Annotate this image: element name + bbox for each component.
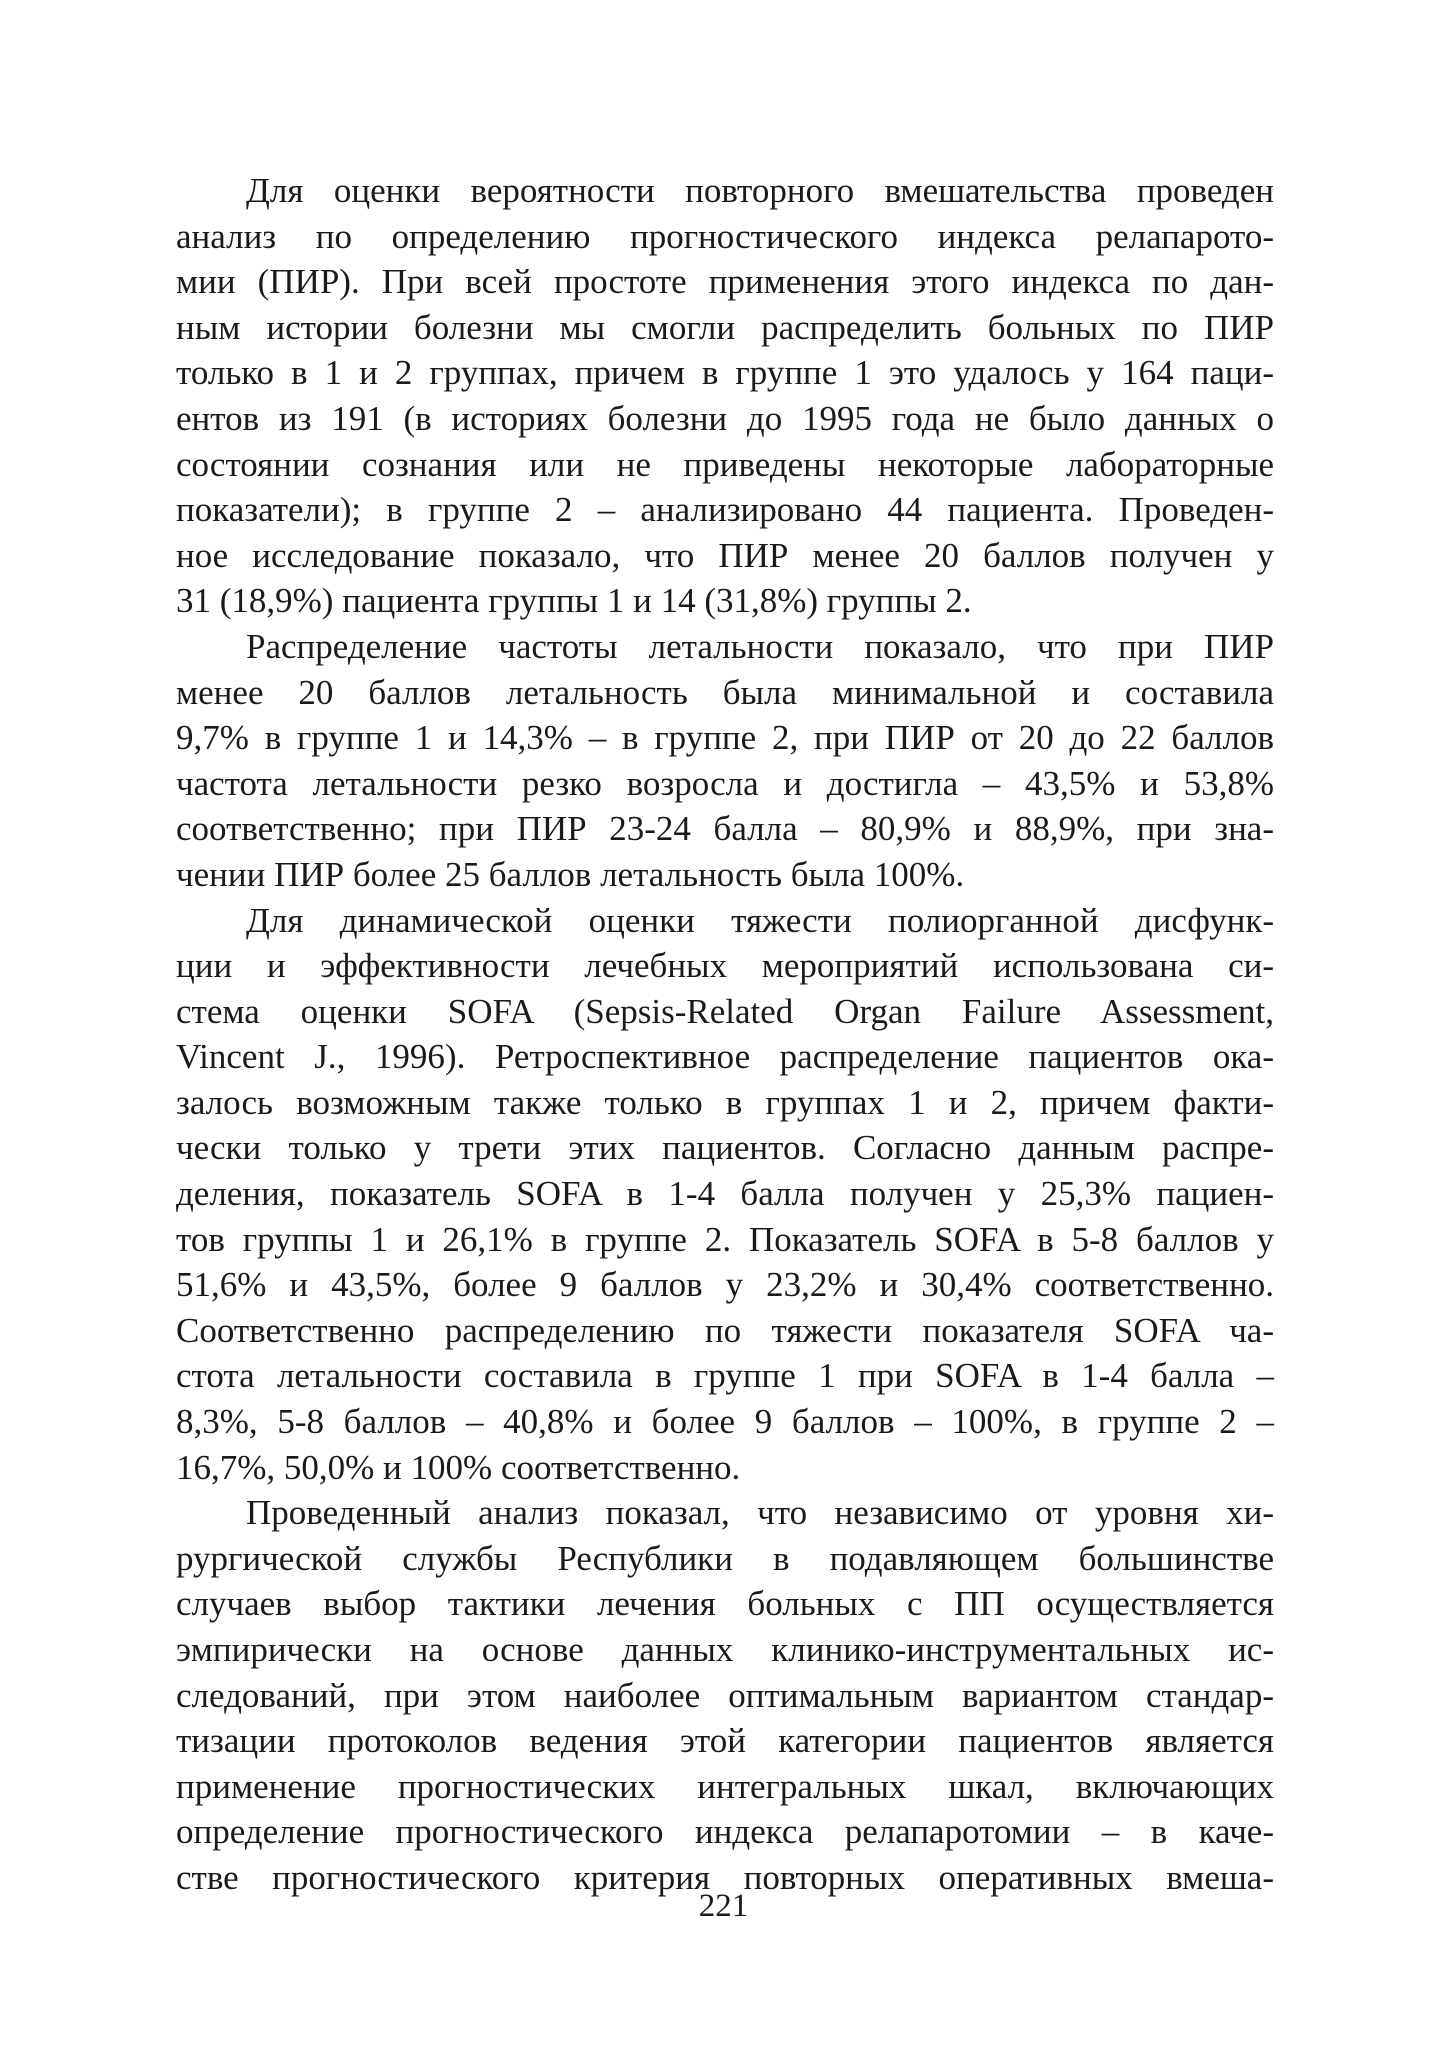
- text-line: определение прогностического индекса релапаротомии – в каче-: [176, 1812, 1274, 1852]
- text-line: тизации протоколов ведения этой категории пациентов является: [176, 1721, 1274, 1761]
- text-line: залось возможным также только в группах 1 и 2, причем факти-: [176, 1082, 1274, 1122]
- text-line: анализ по определению прогностического индекса релапарото-: [176, 216, 1274, 256]
- text-line: Соответственно распределению по тяжести показателя SOFA ча-: [176, 1310, 1274, 1350]
- text-line: Vincent J., 1996). Ретроспективное распределение пациентов ока-: [176, 1037, 1274, 1077]
- text-line: ентов из 191 (в историях болезни до 1995 года не было данных о: [176, 398, 1274, 438]
- text-line: деления, показатель SOFA в 1-4 балла получен у 25,3% пациен-: [176, 1174, 1274, 1214]
- text-line: 9,7% в группе 1 и 14,3% – в группе 2, при ПИР от 20 до 22 баллов: [176, 718, 1274, 758]
- text-line: соответственно; при ПИР 23-24 балла – 80,9% и 88,9%, при зна-: [176, 809, 1274, 849]
- text-line: стема оценки SOFA (Sepsis-Related Organ Failure Assessment,: [176, 991, 1274, 1031]
- text-line: ное исследование показало, что ПИР менее 20 баллов получен у: [176, 535, 1274, 575]
- text-line: стота летальности составила в группе 1 при SOFA в 1-4 балла –: [176, 1356, 1274, 1396]
- text-line: частота летальности резко возросла и достигла – 43,5% и 53,8%: [176, 763, 1274, 803]
- text-line: только в 1 и 2 группах, причем в группе 1 это удалось у 164 паци-: [176, 353, 1274, 393]
- body-text: [176, 168, 1274, 1901]
- text-line: 51,6% и 43,5%, более 9 баллов у 23,2% и 30,4% соответственно.: [176, 1265, 1274, 1305]
- text-line: чении ПИР более 25 баллов летальность была 100%.: [176, 854, 965, 894]
- paragraph-4: [176, 1490, 1274, 1900]
- text-line: чески только у трети этих пациентов. Согласно данным распре-: [176, 1128, 1274, 1168]
- text-line: 31 (18,9%) пациента группы 1 и 14 (31,8%) группы 2.: [176, 581, 972, 621]
- text-line: Для динамической оценки тяжести полиорганной дисфунк-: [246, 900, 1274, 940]
- text-line: рургической службы Республики в подавляющем большинстве: [176, 1538, 1274, 1578]
- text-line: мии (ПИР). При всей простоте применения этого индекса по дан-: [176, 262, 1274, 302]
- text-line: состоянии сознания или не приведены некоторые лабораторные: [176, 444, 1274, 484]
- text-line: применение прогностических интегральных шкал, включающих: [176, 1766, 1274, 1806]
- text-line: Для оценки вероятности повторного вмешательства проведен: [246, 171, 1274, 210]
- text-line: 8,3%, 5-8 баллов – 40,8% и более 9 баллов – 100%, в группе 2 –: [176, 1402, 1274, 1442]
- paragraph-2: [176, 624, 1274, 898]
- text-line: Проведенный анализ показал, что независимо от уровня хи-: [246, 1493, 1274, 1533]
- text-line: случаев выбор тактики лечения больных с ПП осуществляется: [176, 1584, 1274, 1624]
- page-number: 221: [698, 1888, 749, 1924]
- text-line: показатели); в группе 2 – анализировано 44 пациента. Проведен-: [176, 490, 1274, 530]
- paragraph-3: [176, 898, 1274, 1491]
- text-line: стве прогностического критерия повторных оперативных вмеша-: [176, 1857, 1274, 1897]
- text-line: следований, при этом наиболее оптимальным вариантом стандар-: [176, 1675, 1274, 1715]
- paragraph-1: [176, 168, 1274, 624]
- text-line: 16,7%, 50,0% и 100% соответственно.: [176, 1447, 741, 1487]
- text-line: Распределение частоты летальности показало, что при ПИР: [246, 626, 1274, 666]
- text-line: ным истории болезни мы смогли распределить больных по ПИР: [176, 307, 1274, 347]
- text-line: менее 20 баллов летальность была минимальной и составила: [176, 672, 1274, 712]
- text-line: тов группы 1 и 26,1% в группе 2. Показатель SOFA в 5-8 баллов у: [176, 1219, 1274, 1259]
- text-line: эмпирически на основе данных клинико-инструментальных ис-: [176, 1630, 1274, 1669]
- text-line: ции и эффективности лечебных мероприятий использована си-: [176, 946, 1274, 986]
